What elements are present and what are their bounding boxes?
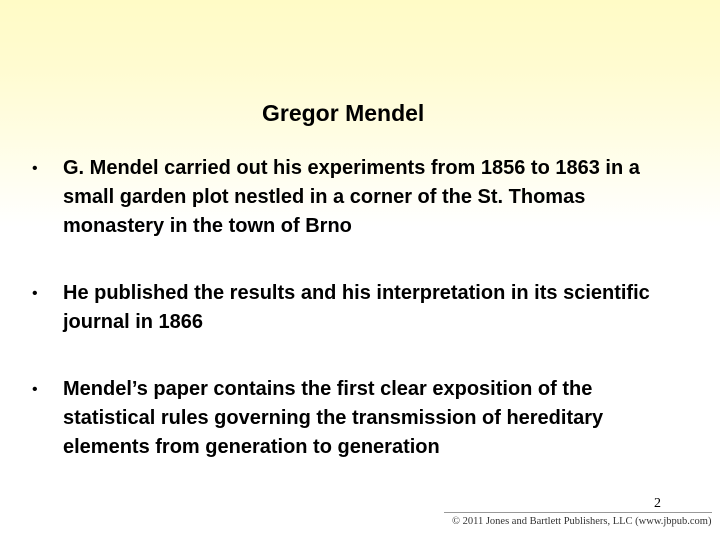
bullet-item	[32, 279, 682, 337]
bullet-text: He published the results and his interpretation in its scientific journal in 1866	[63, 282, 650, 333]
bullet-item	[32, 375, 682, 462]
bullet-text: Mendel’s paper contains the first clear exposition of the statistical rules governing the transmission of hereditary elements from generation to generation	[63, 378, 604, 458]
bullet-dot-icon: •	[32, 381, 38, 398]
page-number: 2	[654, 496, 661, 511]
bullet-item	[32, 154, 682, 241]
bullet-text: G. Mendel carried out his experiments from 1856 to 1863 in a small garden plot nestled in a corner of the St. Thomas monastery in the town of Brno	[63, 157, 640, 237]
bullet-dot-icon: •	[32, 285, 38, 302]
bullet-list	[32, 154, 682, 462]
copyright-notice: © 2011 Jones and Bartlett Publishers, LLC (www.jbpub.com)	[452, 516, 712, 527]
bullet-dot-icon: •	[32, 160, 38, 177]
slide-title: Gregor Mendel	[262, 100, 425, 126]
footer-divider	[444, 512, 712, 513]
